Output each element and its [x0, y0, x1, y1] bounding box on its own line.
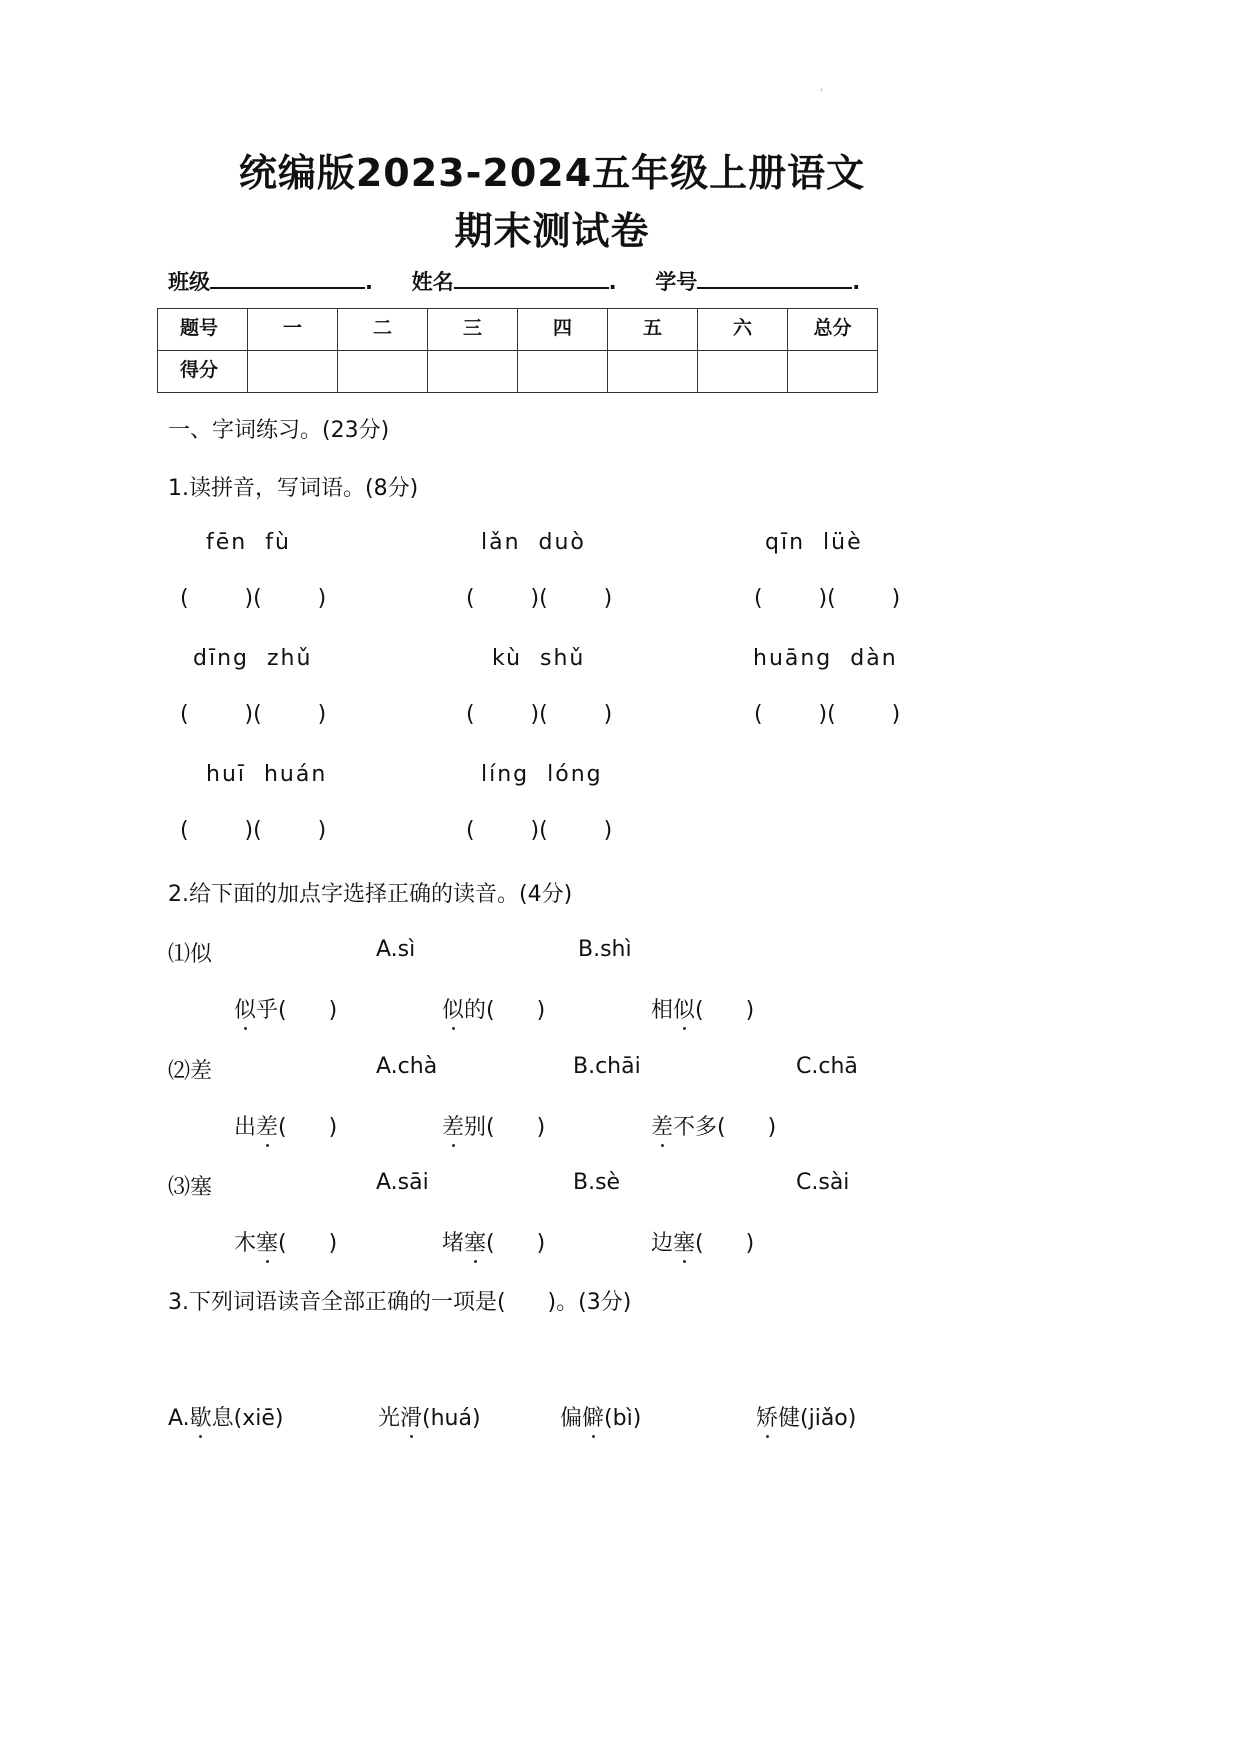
header-cell: 一	[248, 309, 338, 351]
q2-option: C.sài	[796, 1170, 850, 1195]
answer-blank[interactable]: ( )	[695, 998, 755, 1023]
q2-option: A.chà	[376, 1054, 438, 1079]
q3-option-a-word: A.歇息(xiē)	[168, 1401, 284, 1432]
score-cell[interactable]	[698, 351, 788, 393]
q3-option-a-word: 光滑(huá)	[378, 1401, 481, 1432]
score-table-score-row	[158, 351, 878, 393]
score-table	[157, 308, 878, 393]
section-heading: 一、字词练习。(23分)	[168, 418, 390, 443]
header-cell: 题号	[158, 309, 248, 351]
pinyin-item: líng lóng	[481, 762, 603, 787]
q2-word: 差别( )	[442, 1110, 545, 1141]
answer-blank[interactable]: ( )	[278, 998, 338, 1023]
answer-blank[interactable]: ( )	[278, 1115, 338, 1140]
answer-blank[interactable]: ( )( )	[466, 818, 613, 843]
header-cell: 四	[518, 309, 608, 351]
pinyin-item: huī huán	[206, 762, 328, 787]
q2-word: 出差( )	[234, 1110, 337, 1141]
q2-option: A.sì	[376, 937, 416, 962]
q3-option-a-word: 偏僻(bì)	[560, 1401, 641, 1432]
class-field[interactable]	[210, 267, 365, 289]
q2-char-label: ⑴似	[168, 942, 213, 967]
page-title-line1: 统编版2023-2024五年级上册语文	[238, 151, 866, 195]
name-field[interactable]	[454, 267, 609, 289]
question-3-title: 3.下列词语读音全部正确的一项是( )。(3分)	[168, 1290, 632, 1315]
score-table-header-row	[158, 309, 878, 351]
q3-option-a-word: 矫健(jiǎo)	[756, 1401, 856, 1432]
answer-blank[interactable]: ( )	[486, 998, 546, 1023]
q2-word: 相似( )	[651, 993, 754, 1024]
q2-word: 堵塞( )	[442, 1226, 545, 1257]
student-info-line: 班级 . 姓名 . 学号 .	[168, 266, 860, 296]
page-title-line2: 期末测试卷	[454, 209, 650, 253]
pinyin-item: kù shǔ	[492, 646, 586, 671]
question-1-title: 1.读拼音，写词语。(8分)	[168, 476, 419, 501]
header-cell: 六	[698, 309, 788, 351]
pinyin-item: lǎn duò	[481, 530, 586, 555]
answer-blank[interactable]: ( )( )	[180, 702, 327, 727]
q2-word: 边塞( )	[651, 1226, 754, 1257]
header-cell: 五	[608, 309, 698, 351]
number-label: 学号	[655, 270, 698, 294]
pinyin-item: huāng dàn	[753, 646, 898, 671]
pinyin-item: qīn lüè	[765, 530, 863, 555]
question-2-title: 2.给下面的加点字选择正确的读音。(4分)	[168, 882, 573, 907]
answer-blank[interactable]: ( )	[486, 1115, 546, 1140]
score-cell[interactable]	[518, 351, 608, 393]
score-cell[interactable]	[608, 351, 698, 393]
q2-option: B.sè	[573, 1170, 621, 1195]
q2-option: C.chā	[796, 1054, 858, 1079]
answer-blank[interactable]: ( )( )	[180, 818, 327, 843]
answer-blank[interactable]: ( )( )	[754, 702, 901, 727]
score-row-label: 得分	[158, 351, 248, 393]
q2-word: 木塞( )	[234, 1226, 337, 1257]
header-cell: 二	[338, 309, 428, 351]
answer-blank[interactable]: ( )( )	[466, 702, 613, 727]
header-cell: 总分	[788, 309, 878, 351]
answer-blank[interactable]: ( )( )	[466, 586, 613, 611]
score-cell[interactable]	[788, 351, 878, 393]
answer-blank[interactable]: ( )	[695, 1231, 755, 1256]
q2-option: A.sāi	[376, 1170, 429, 1195]
pinyin-item: fēn fù	[206, 530, 291, 555]
student-number-field[interactable]	[697, 267, 852, 289]
q2-word: 似的( )	[442, 993, 545, 1024]
class-label: 班级	[168, 270, 210, 294]
name-label: 姓名	[411, 270, 454, 294]
q2-option: B.chāi	[573, 1054, 641, 1079]
score-cell[interactable]	[338, 351, 428, 393]
q2-char-label: ⑶塞	[168, 1175, 213, 1200]
corner-mark: '	[820, 88, 823, 98]
answer-blank[interactable]: ( )( )	[180, 586, 327, 611]
q2-word: 似乎( )	[234, 993, 337, 1024]
pinyin-item: dīng zhǔ	[193, 646, 313, 671]
answer-blank[interactable]: ( )	[278, 1231, 338, 1256]
q2-word: 差不多( )	[651, 1110, 776, 1141]
score-cell[interactable]	[428, 351, 518, 393]
q2-option: B.shì	[578, 937, 632, 962]
answer-blank[interactable]: ( )	[486, 1231, 546, 1256]
q2-char-label: ⑵差	[168, 1059, 213, 1084]
header-cell: 三	[428, 309, 518, 351]
answer-blank[interactable]: ( )( )	[754, 586, 901, 611]
score-cell[interactable]	[248, 351, 338, 393]
answer-blank[interactable]: ( )	[717, 1115, 777, 1140]
